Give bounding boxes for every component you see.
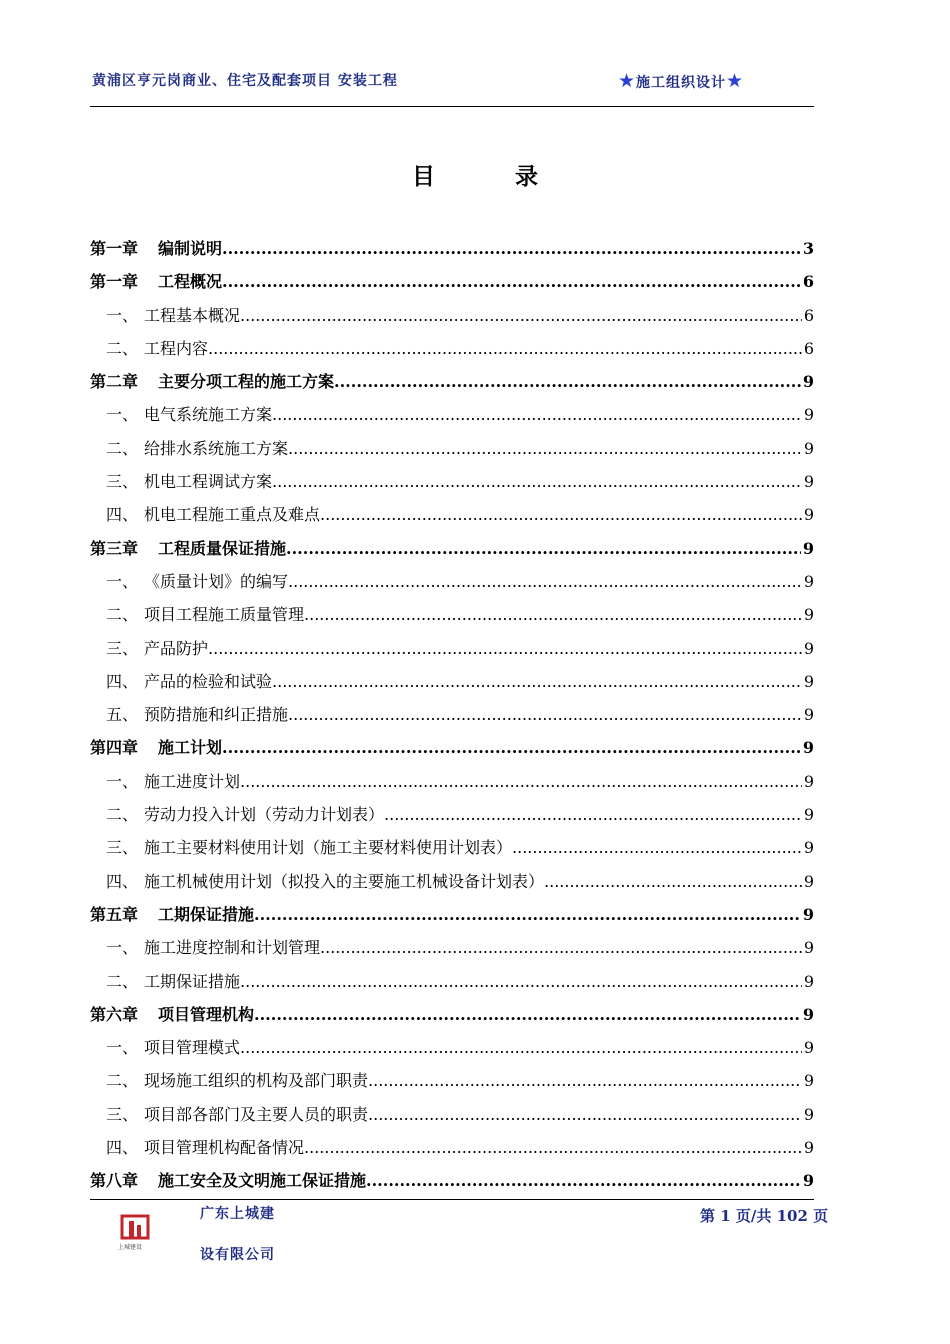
toc-label: 产品的检验和试验 bbox=[144, 671, 273, 691]
toc-page-number: 6 bbox=[803, 305, 814, 325]
toc-chapter-row[interactable] bbox=[90, 232, 814, 265]
toc-leader-dots bbox=[544, 865, 802, 898]
toc-label: 电气系统施工方案 bbox=[144, 405, 273, 425]
toc-section-row[interactable] bbox=[90, 465, 814, 498]
toc-label: 工程概况 bbox=[158, 272, 223, 292]
toc-number: 一、 bbox=[106, 938, 139, 958]
toc-number: 二、 bbox=[106, 805, 139, 825]
toc-chapter-row[interactable] bbox=[90, 731, 814, 764]
toc-label: 项目管理模式 bbox=[144, 1038, 241, 1058]
toc-label: 机电工程施工重点及难点 bbox=[144, 505, 321, 525]
toc-label: 机电工程调试方案 bbox=[144, 472, 273, 492]
toc-page-number: 9 bbox=[803, 838, 814, 858]
toc-section-row[interactable] bbox=[90, 798, 814, 831]
toc-page-number: 9 bbox=[803, 705, 814, 725]
toc-number: 四、 bbox=[106, 871, 139, 891]
toc-number: 二、 bbox=[106, 971, 139, 991]
company-name-line2: 设有限公司 bbox=[200, 1247, 275, 1263]
toc-leader-dots bbox=[286, 532, 801, 565]
toc-leader-dots bbox=[320, 931, 802, 964]
toc-leader-dots bbox=[368, 1098, 802, 1131]
toc-chapter-row[interactable] bbox=[90, 265, 814, 298]
toc-label: 现场施工组织的机构及部门职责 bbox=[144, 1071, 369, 1091]
toc-number: 二、 bbox=[106, 438, 139, 458]
toc-section-row[interactable] bbox=[90, 498, 814, 531]
toc-label: 工程基本概况 bbox=[144, 305, 241, 325]
star-icon: ★ bbox=[618, 70, 637, 92]
toc-number: 第六章 bbox=[90, 1004, 139, 1024]
header-doc-type-label: 施工组织设计 bbox=[636, 75, 727, 91]
toc-leader-dots bbox=[288, 565, 802, 598]
toc-page-number: 3 bbox=[802, 239, 814, 258]
toc-label: 主要分项工程的施工方案 bbox=[158, 372, 335, 392]
toc-number: 四、 bbox=[106, 671, 139, 691]
toc-page-number: 9 bbox=[803, 438, 814, 458]
toc-page-number: 9 bbox=[803, 1038, 814, 1058]
toc-leader-dots bbox=[272, 398, 802, 431]
toc-leader-dots bbox=[320, 498, 802, 531]
toc-page-number: 9 bbox=[802, 738, 814, 758]
toc-chapter-row[interactable] bbox=[90, 998, 814, 1031]
toc-label: 项目部各部门及主要人员的职责 bbox=[144, 1104, 369, 1124]
toc-chapter-row[interactable] bbox=[90, 1164, 814, 1197]
toc-leader-dots bbox=[208, 332, 802, 365]
toc-label: 项目管理机构 bbox=[158, 1004, 255, 1024]
toc-page-number: 9 bbox=[803, 1071, 814, 1091]
toc-chapter-row[interactable] bbox=[90, 898, 814, 931]
logo-caption: 上城建设 bbox=[118, 1244, 143, 1251]
toc-leader-dots bbox=[384, 798, 802, 831]
toc-leader-dots bbox=[254, 998, 801, 1031]
toc-section-row[interactable] bbox=[90, 965, 814, 998]
toc-page-number: 9 bbox=[803, 938, 814, 958]
toc-chapter-row[interactable] bbox=[90, 532, 814, 565]
company-name-line1: 广东上城建 bbox=[200, 1206, 275, 1222]
toc-page-number: 9 bbox=[803, 771, 814, 791]
toc-section-row[interactable] bbox=[90, 565, 814, 598]
toc-section-row[interactable] bbox=[90, 299, 814, 332]
toc-number: 第二章 bbox=[90, 372, 139, 392]
toc-section-row[interactable] bbox=[90, 432, 814, 465]
toc-leader-dots bbox=[222, 731, 801, 764]
toc-page-number: 9 bbox=[803, 605, 814, 625]
toc-leader-dots bbox=[288, 698, 802, 731]
toc-label: 施工进度控制和计划管理 bbox=[144, 938, 321, 958]
page-number: 第 1 页/共 102 页 bbox=[700, 1207, 829, 1225]
toc-label: 工期保证措施 bbox=[144, 971, 241, 991]
toc-page-number: 9 bbox=[803, 1104, 814, 1124]
header-project-title: 黄浦区亨元岗商业、住宅及配套项目 安装工程 bbox=[92, 73, 398, 89]
toc-chapter-row[interactable] bbox=[90, 365, 814, 398]
toc-page-number: 9 bbox=[803, 505, 814, 525]
toc-label: 劳动力投入计划（劳动力计划表） bbox=[144, 805, 385, 825]
toc-section-row[interactable] bbox=[90, 598, 814, 631]
toc-page-number: 9 bbox=[803, 971, 814, 991]
toc-number: 二、 bbox=[106, 338, 139, 358]
toc-label: 《质量计划》的编写 bbox=[144, 571, 289, 591]
toc-section-row[interactable] bbox=[90, 332, 814, 365]
toc-leader-dots bbox=[240, 765, 802, 798]
toc-number: 一、 bbox=[106, 571, 139, 591]
toc-leader-dots bbox=[334, 365, 801, 398]
toc-leader-dots bbox=[240, 1031, 802, 1064]
toc-leader-dots bbox=[304, 598, 802, 631]
toc-leader-dots bbox=[222, 265, 801, 298]
toc-number: 一、 bbox=[106, 771, 139, 791]
toc-page-number: 6 bbox=[802, 272, 814, 292]
toc-leader-dots bbox=[366, 1164, 801, 1197]
toc-label: 施工安全及文明施工保证措施 bbox=[158, 1171, 367, 1191]
toc-page-number: 9 bbox=[803, 871, 814, 891]
toc-number: 第八章 bbox=[90, 1171, 139, 1191]
footer-divider bbox=[90, 1199, 814, 1200]
toc-number: 第三章 bbox=[90, 538, 139, 558]
toc-section-row[interactable] bbox=[90, 1064, 814, 1097]
toc-label: 预防措施和纠正措施 bbox=[144, 705, 289, 725]
toc-page-number: 9 bbox=[803, 1138, 814, 1158]
toc-number: 一、 bbox=[106, 1038, 139, 1058]
toc-label: 产品防护 bbox=[144, 638, 209, 658]
toc-page-number: 9 bbox=[802, 372, 814, 392]
toc-page-number: 9 bbox=[802, 1171, 814, 1191]
toc-number: 一、 bbox=[106, 305, 139, 325]
toc-label: 工程内容 bbox=[144, 338, 209, 358]
toc-number: 二、 bbox=[106, 605, 139, 625]
toc-section-row[interactable] bbox=[90, 632, 814, 665]
toc-leader-dots bbox=[288, 432, 802, 465]
toc-section-row[interactable] bbox=[90, 1131, 814, 1164]
toc-label: 项目工程施工质量管理 bbox=[144, 605, 305, 625]
toc-number: 一、 bbox=[106, 405, 139, 425]
star-icon: ★ bbox=[726, 70, 745, 92]
toc-page-number: 9 bbox=[802, 538, 814, 558]
toc-page-number: 9 bbox=[803, 405, 814, 425]
toc-section-row[interactable] bbox=[90, 1098, 814, 1131]
toc-leader-dots bbox=[208, 632, 802, 665]
toc-leader-dots bbox=[240, 965, 802, 998]
toc-label: 工期保证措施 bbox=[158, 904, 255, 924]
toc-leader-dots bbox=[304, 1131, 802, 1164]
toc-page-number: 9 bbox=[802, 1004, 814, 1024]
toc-leader-dots bbox=[272, 665, 802, 698]
toc-page-number: 9 bbox=[803, 805, 814, 825]
toc-leader-dots bbox=[368, 1064, 802, 1097]
toc-page-number: 9 bbox=[802, 904, 814, 924]
toc-section-row[interactable] bbox=[90, 931, 814, 964]
toc-number: 第一章 bbox=[90, 239, 139, 258]
toc-section-row[interactable] bbox=[90, 665, 814, 698]
toc-section-row[interactable] bbox=[90, 698, 814, 731]
toc-label: 施工主要材料使用计划（施工主要材料使用计划表） bbox=[144, 838, 513, 858]
toc-leader-dots bbox=[512, 831, 802, 864]
toc-section-row[interactable] bbox=[90, 398, 814, 431]
toc-number: 第一章 bbox=[90, 272, 139, 292]
header-divider bbox=[90, 106, 814, 107]
toc-section-row[interactable] bbox=[90, 765, 814, 798]
table-of-contents bbox=[90, 232, 814, 1198]
toc-page-number: 9 bbox=[803, 472, 814, 492]
toc-leader-dots bbox=[272, 465, 802, 498]
toc-number: 五、 bbox=[106, 705, 139, 725]
toc-page-number: 9 bbox=[803, 671, 814, 691]
toc-number: 三、 bbox=[106, 638, 139, 658]
toc-number: 第五章 bbox=[90, 904, 139, 924]
toc-number: 二、 bbox=[106, 1071, 139, 1091]
toc-label: 施工计划 bbox=[158, 738, 223, 758]
toc-number: 第四章 bbox=[90, 738, 139, 758]
toc-leader-dots bbox=[254, 898, 801, 931]
toc-number: 三、 bbox=[106, 838, 139, 858]
toc-label: 给排水系统施工方案 bbox=[144, 438, 289, 458]
toc-label: 项目管理机构配备情况 bbox=[144, 1138, 305, 1158]
toc-page-number: 6 bbox=[803, 338, 814, 358]
toc-number: 四、 bbox=[106, 1138, 139, 1158]
page-title: 目 录 bbox=[411, 163, 574, 190]
toc-label: 施工机械使用计划（拟投入的主要施工机械设备计划表） bbox=[144, 871, 545, 891]
toc-section-row[interactable] bbox=[90, 831, 814, 864]
toc-page-number: 9 bbox=[803, 638, 814, 658]
toc-number: 四、 bbox=[106, 505, 139, 525]
toc-leader-dots bbox=[222, 232, 801, 265]
toc-section-row[interactable] bbox=[90, 1031, 814, 1064]
toc-number: 三、 bbox=[106, 1104, 139, 1124]
toc-label: 编制说明 bbox=[158, 239, 223, 258]
toc-number: 三、 bbox=[106, 472, 139, 492]
toc-section-row[interactable] bbox=[90, 865, 814, 898]
toc-label: 施工进度计划 bbox=[144, 771, 241, 791]
toc-page-number: 9 bbox=[803, 571, 814, 591]
toc-leader-dots bbox=[240, 299, 802, 332]
toc-label: 工程质量保证措施 bbox=[158, 538, 287, 558]
header-doc-type bbox=[618, 70, 744, 92]
